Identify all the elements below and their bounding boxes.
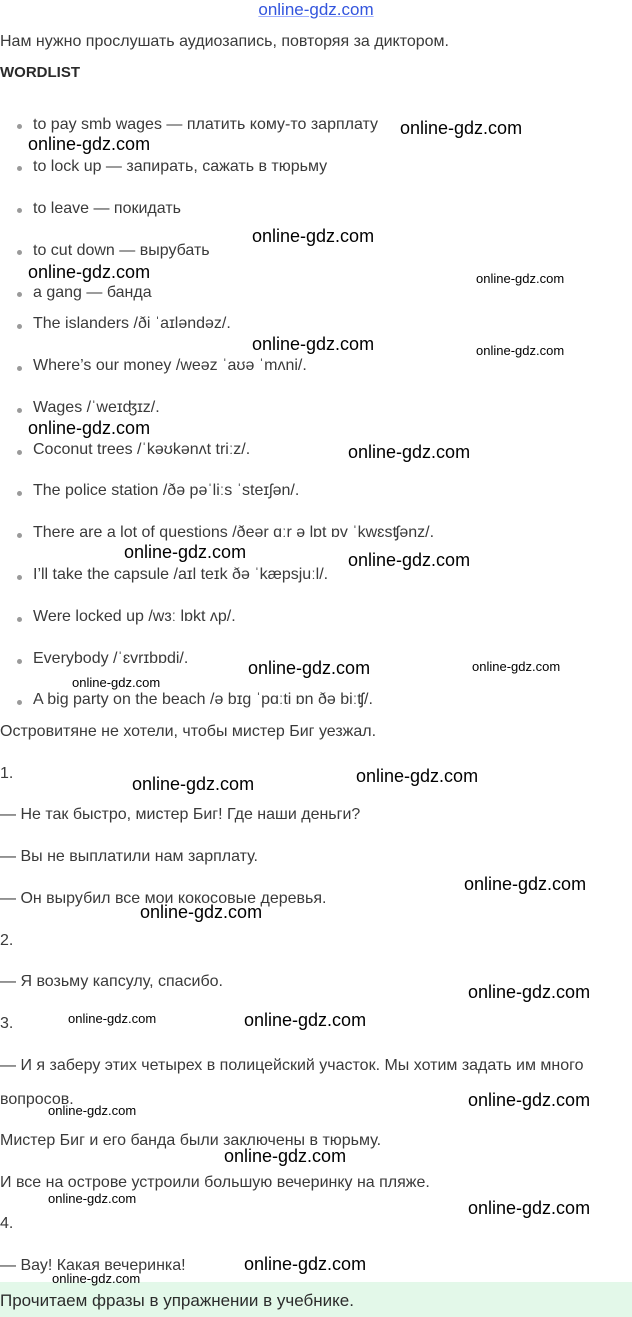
- bullet-icon: [17, 124, 22, 129]
- list-item: a gang — банда: [33, 284, 152, 301]
- section-number: 3.: [0, 1015, 14, 1032]
- watermark: online-gdz.com: [72, 675, 161, 690]
- watermark: online-gdz.com: [48, 1103, 137, 1118]
- bullet-icon: [17, 250, 22, 255]
- bullet-icon: [17, 659, 22, 664]
- watermark: online-gdz.com: [464, 874, 587, 894]
- watermark: online-gdz.com: [252, 334, 375, 354]
- dialogue-line-continued: вопросов.: [0, 1091, 74, 1108]
- list-item: The islanders /ði ˈaɪləndəz/.: [33, 315, 231, 332]
- watermark: online-gdz.com: [28, 418, 151, 438]
- list-item: A big party on the beach /ə bɪg ˈpɑːti ɒn ðə biːʧ/.: [33, 691, 373, 708]
- watermark: online-gdz.com: [472, 659, 561, 674]
- watermark: online-gdz.com: [244, 1254, 367, 1274]
- dialogue-line: — Вау! Какая вечеринка!: [0, 1257, 186, 1274]
- bullet-icon: [17, 533, 22, 538]
- dialogue-line: — Я возьму капсулу, спасибо.: [0, 973, 223, 990]
- story-intro: Островитяне не хотели, чтобы мистер Биг уезжал.: [0, 723, 377, 740]
- bullet-icon: [17, 408, 22, 413]
- list-item: Wages /ˈweɪʤɪz/.: [33, 399, 160, 416]
- bullet-icon: [17, 450, 22, 455]
- watermark: online-gdz.com: [400, 118, 523, 138]
- narrative-line: Мистер Биг и его банда были заключены в тюрьму.: [0, 1132, 382, 1149]
- list-item: Were locked up /wɜː lɒkt ʌp/.: [33, 608, 236, 625]
- watermark: online-gdz.com: [48, 1191, 137, 1206]
- list-item: to cut down — вырубать: [33, 242, 210, 259]
- watermark: online-gdz.com: [28, 134, 151, 154]
- list-item: I’ll take the capsule /aɪl teɪk ðə ˈkæpsjuːl/.: [33, 566, 329, 583]
- watermark: online-gdz.com: [52, 1271, 141, 1286]
- watermark: online-gdz.com: [248, 658, 371, 678]
- watermark: online-gdz.com: [124, 542, 247, 562]
- section-number: 2.: [0, 932, 14, 949]
- list-item: to leave — покидать: [33, 200, 181, 217]
- watermark: online-gdz.com: [476, 271, 565, 286]
- list-item: Coconut trees /ˈkəʊkənʌt triːz/.: [33, 441, 251, 458]
- list-item: There are a lot of questions /ðeər ɑːr ə lɒt ɒv ˈkwɛsʧənz/.: [33, 524, 435, 541]
- watermark: online-gdz.com: [140, 902, 263, 922]
- watermark: online-gdz.com: [28, 262, 151, 282]
- dialogue-line: — Он вырубил все мои кокосовые деревья.: [0, 890, 327, 907]
- bullet-icon: [17, 575, 22, 580]
- dialogue-line: — Вы не выплатили нам зарплату.: [0, 848, 258, 865]
- bullet-icon: [17, 208, 22, 213]
- watermark: online-gdz.com: [468, 982, 591, 1002]
- list-item: Where’s our money /weəz ˈaʊə ˈmʌni/.: [33, 357, 307, 374]
- watermark: online-gdz.com: [132, 774, 255, 794]
- section-number: 1.: [0, 765, 14, 782]
- bullet-icon: [17, 166, 22, 171]
- list-item: Everybody /ˈɛvrɪbɒdi/.: [33, 650, 189, 667]
- bullet-icon: [17, 700, 22, 705]
- watermark: online-gdz.com: [348, 550, 471, 570]
- bullet-icon: [17, 617, 22, 622]
- list-item: The police station /ðə pəˈliːs ˈsteɪʃən/.: [33, 482, 300, 499]
- header-site-link[interactable]: online-gdz.com: [258, 0, 374, 19]
- intro-text: Нам нужно прослушать аудиозапись, повторяя за диктором.: [0, 33, 449, 50]
- bullet-icon: [17, 491, 22, 496]
- watermark: online-gdz.com: [224, 1146, 347, 1166]
- watermark: online-gdz.com: [468, 1198, 591, 1218]
- watermark: online-gdz.com: [468, 1090, 591, 1110]
- footer-text: Прочитаем фразы в упражнении в учебнике.: [0, 1291, 354, 1310]
- bullet-icon: [17, 366, 22, 371]
- wordlist-title: WORDLIST: [0, 64, 80, 81]
- section-number: 4.: [0, 1215, 14, 1232]
- watermark: online-gdz.com: [252, 226, 375, 246]
- list-item: to pay smb wages — платить кому-то зарплату: [33, 116, 379, 133]
- watermark: online-gdz.com: [68, 1011, 157, 1026]
- watermark: online-gdz.com: [476, 343, 565, 358]
- dialogue-line: — Не так быстро, мистер Биг! Где наши деньги?: [0, 806, 361, 823]
- dialogue-line: — И я заберу этих четырех в полицейский участок. Мы хотим задать им много: [0, 1057, 584, 1074]
- list-item: to lock up — запирать, сажать в тюрьму: [33, 158, 328, 175]
- bullet-icon: [17, 292, 22, 297]
- narrative-line: И все на острове устроили большую вечеринку на пляже.: [0, 1174, 430, 1191]
- bullet-icon: [17, 324, 22, 329]
- watermark: online-gdz.com: [244, 1010, 367, 1030]
- watermark: online-gdz.com: [356, 766, 479, 786]
- watermark: online-gdz.com: [348, 442, 471, 462]
